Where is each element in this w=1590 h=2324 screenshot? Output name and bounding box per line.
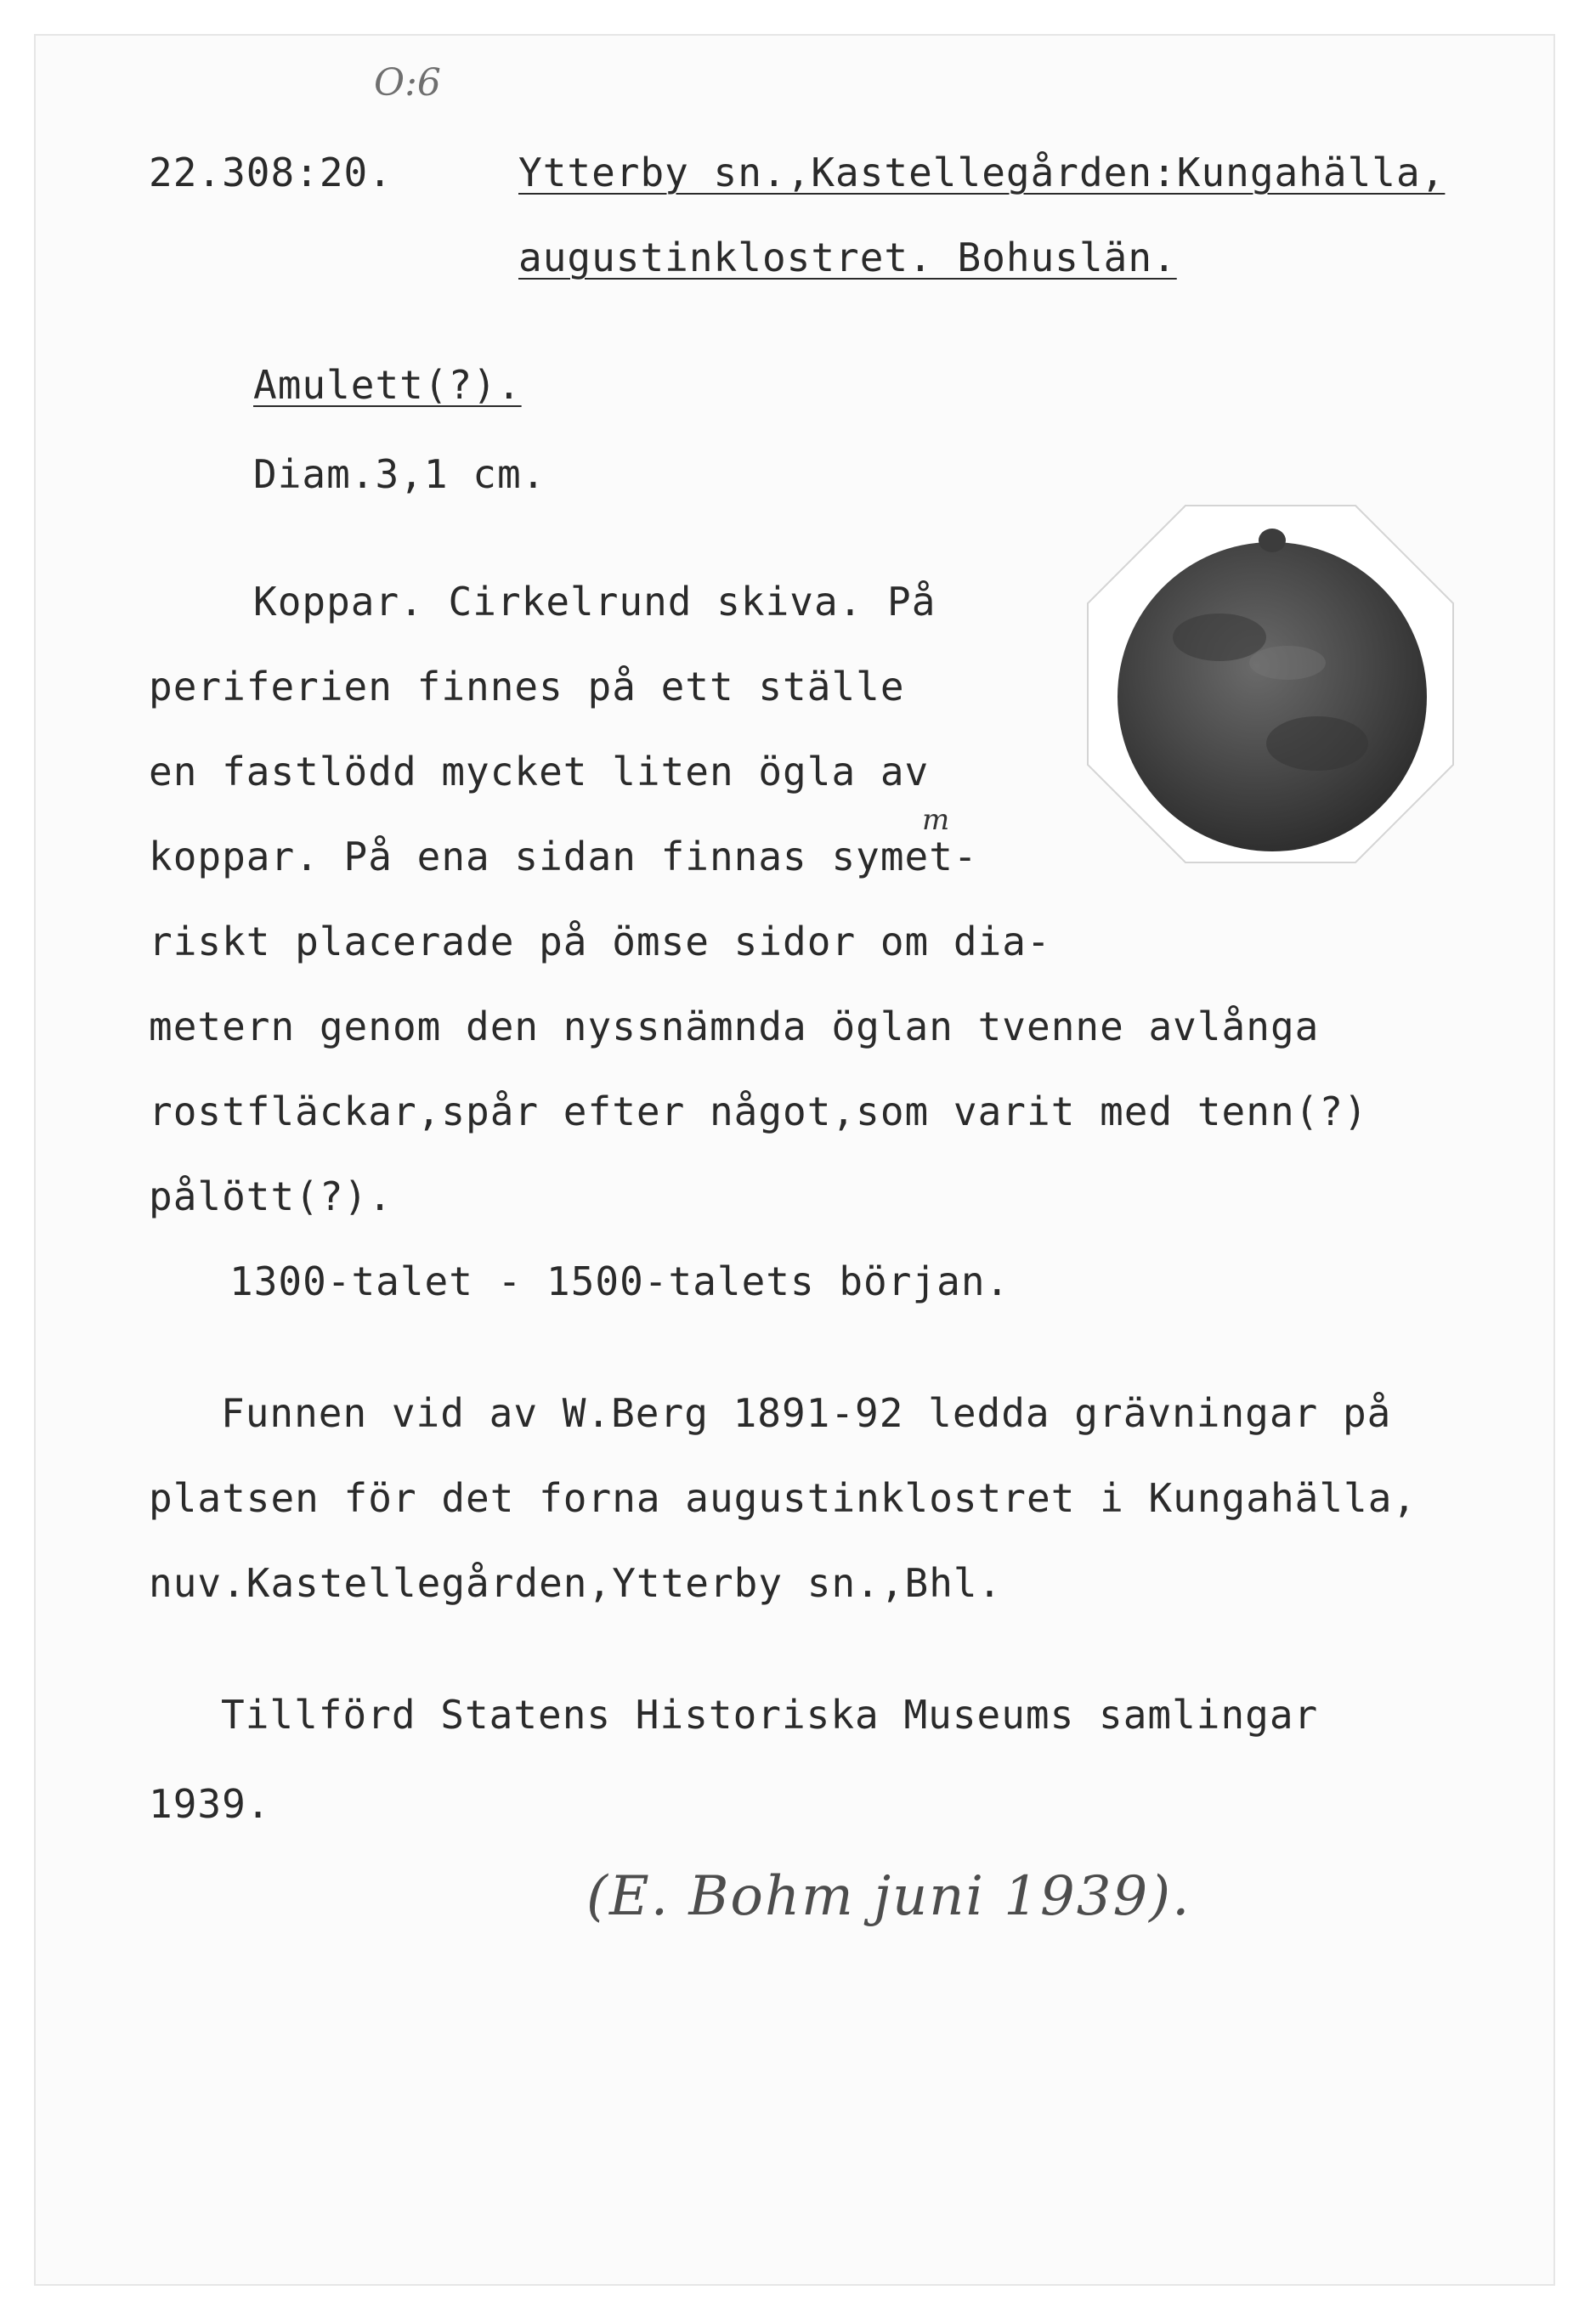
description-line-4: koppar. På ena sidan finnas symet- [149,834,978,879]
description-line-7: rostfläckar,spår efter något,som varit med tenn(?) [149,1088,1368,1134]
description-line-5: riskt placerade på ömse sidor om dia- [149,919,1051,964]
acquisition-line-2: 1939. [149,1781,271,1827]
pencil-note: O:6 [374,61,441,105]
description-line-1: Koppar. Cirkelrund skiva. På [253,579,936,625]
handwritten-correction: m [922,803,950,837]
amulet-mark-1 [1173,614,1266,661]
description-line-2: periferien finnes på ett ställe [149,664,905,710]
description-line-8: pålött(?). [149,1173,393,1219]
dating-line: 1300-talet - 1500-talets början. [229,1258,1010,1304]
amulet-loop [1259,529,1286,552]
amulet-mark-3 [1249,646,1326,680]
description-line-3: en fastlödd mycket liten ögla av [149,749,930,794]
amulet-photo [1084,501,1457,867]
handwritten-signature: (E. Bohm juni 1939). [586,1865,1191,1928]
location-line-1: Ytterby sn.,Kastellegården:Kungahälla, [518,150,1446,195]
find-line-1: Funnen vid av W.Berg 1891-92 ledda grävningar på [221,1390,1392,1436]
amulet-disc [1118,542,1427,851]
location-line-2: augustinklostret. Bohuslän. [518,235,1177,280]
catalog-number: 22.308:20. [149,150,393,195]
amulet-mark-2 [1266,716,1368,771]
find-line-2: platsen för det forna augustinklostret i Kungahälla, [149,1475,1417,1521]
object-dimension: Diam.3,1 cm. [253,451,546,497]
acquisition-line-1: Tillförd Statens Historiska Museums samlingar [221,1692,1319,1738]
object-name: Amulett(?). [253,362,522,408]
description-line-6: metern genom den nyssnämnda öglan tvenne avlånga [149,1004,1320,1049]
find-line-3: nuv.Kastellegården,Ytterby sn.,Bhl. [149,1560,1003,1606]
